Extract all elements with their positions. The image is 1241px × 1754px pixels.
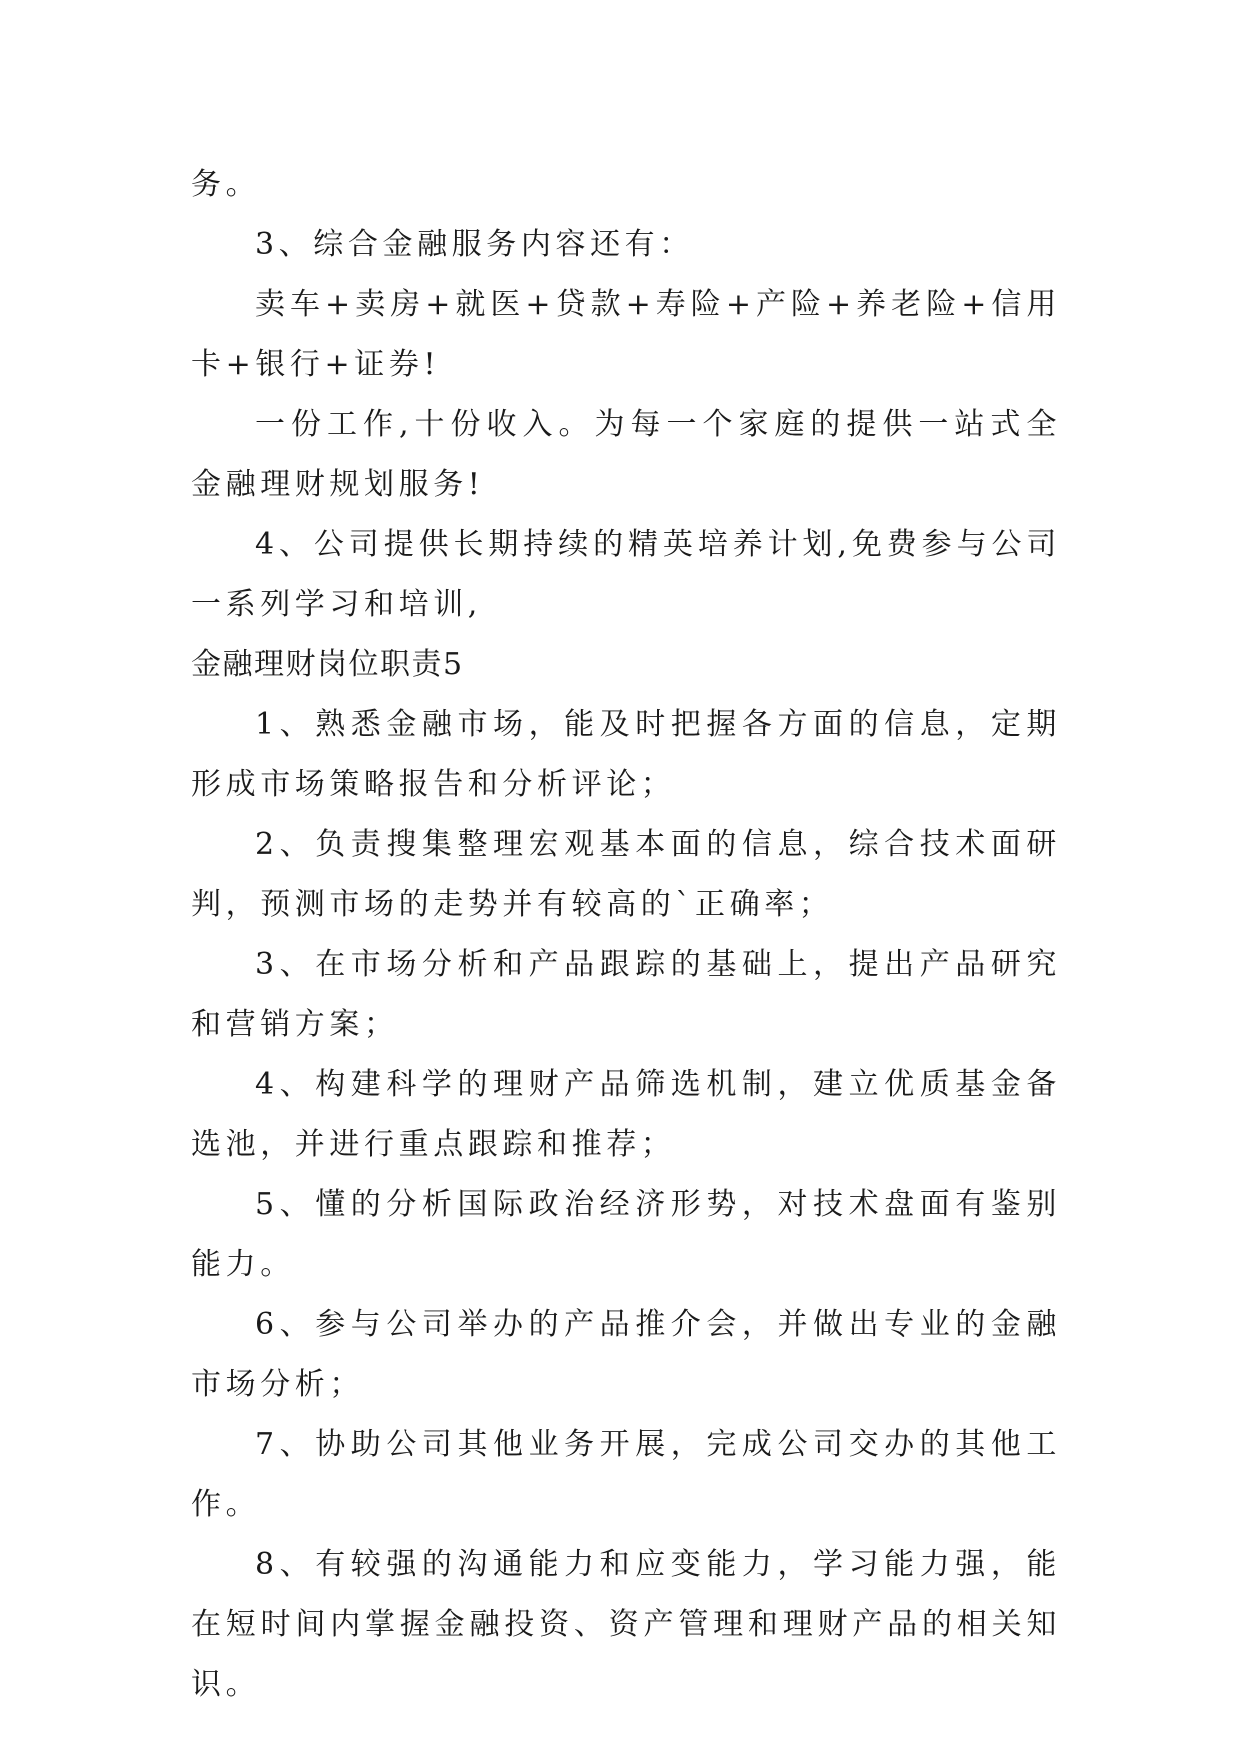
section-heading: 金融理财岗位职责5 <box>191 647 464 682</box>
paragraph-item-3-services: 3、综合金融服务内容还有： <box>255 227 694 262</box>
duty-item-4: 4、构建科学的理财产品筛选机制，建立优质基金备选池，并进行重点跟踪和推荐； <box>191 1067 1061 1162</box>
paragraph-continuation: 务。 <box>191 167 261 202</box>
duty-item-1: 1、熟悉金融市场，能及时把握各方面的信息，定期形成市场策略报告和分析评论； <box>191 707 1061 802</box>
duty-item-6: 6、参与公司举办的产品推介会，并做出专业的金融市场分析； <box>191 1307 1061 1402</box>
duty-item-2: 2、负责搜集整理宏观基本面的信息，综合技术面研判，预测市场的走势并有较高的`正确率； <box>191 827 1061 922</box>
duty-item-7: 7、协助公司其他业务开展，完成公司交办的其他工作。 <box>191 1427 1061 1522</box>
paragraph-item-4-training: 4、公司提供长期持续的精英培养计划,免费参与公司一系列学习和培训, <box>191 527 1061 622</box>
paragraph-service-list: 卖车+卖房+就医+贷款+寿险+产险+养老险+信用卡+银行+证券! <box>191 287 1061 382</box>
duty-item-3: 3、在市场分析和产品跟踪的基础上，提出产品研究和营销方案； <box>191 947 1061 1042</box>
document-body <box>191 155 1061 1715</box>
duty-item-8: 8、有较强的沟通能力和应变能力，学习能力强，能在短时间内掌握金融投资、资产管理和理财产品的相关知识。 <box>191 1547 1061 1702</box>
paragraph-one-job: 一份工作,十份收入。为每一个家庭的提供一站式全金融理财规划服务! <box>191 407 1061 502</box>
duty-item-5: 5、懂的分析国际政治经济形势，对技术盘面有鉴别能力。 <box>191 1187 1061 1282</box>
